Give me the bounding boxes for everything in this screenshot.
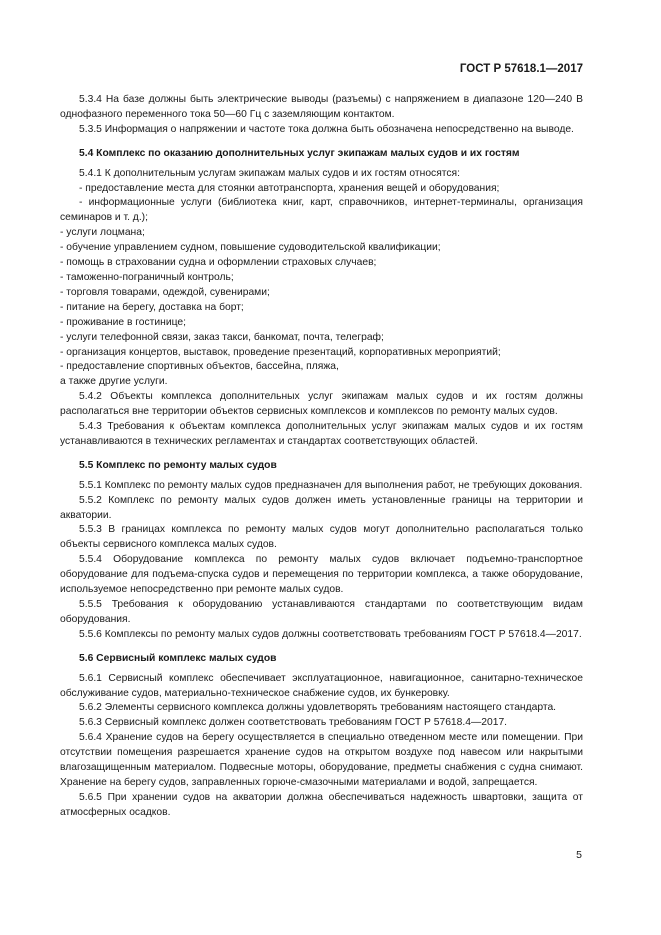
paragraph-5-3-4: 5.3.4 На базе должны быть электрические выводы (разъемы) с напряжением в диапазоне 120—240 В однофазного переменного тока 50—60 Гц с заземляющим контактом. <box>60 94 583 120</box>
document-body <box>60 93 583 821</box>
paragraph-5-5-1: 5.5.1 Комплекс по ремонту малых судов предназначен для выполнения работ, не требующих докования. <box>79 479 583 491</box>
list-item: - торговля товарами, одеждой, сувенирами; <box>60 286 270 298</box>
section-title-5-4: 5.4 Комплекс по оказанию дополнительных услуг экипажам малых судов и их гостям <box>79 147 520 159</box>
paragraph-5-6-3: 5.6.3 Сервисный комплекс должен соответствовать требованиям ГОСТ Р 57618.4—2017. <box>79 717 508 729</box>
paragraph-5-6-4: 5.6.4 Хранение судов на берегу осуществляется в специально отведенном месте или помещении. При отсутствии помещения разрешается хранение судов на открытом воздухе под навесом или накрытыми влагозащищенным материалом. Подвесные моторы, оборудование, предметы снабжения с судна снимают. Хранение на берегу судов, заправленных горюче-смазочными материалами и водой, запрещается. <box>60 732 583 788</box>
paragraph-5-5-6: 5.5.6 Комплексы по ремонту малых судов должны соответствовать требованиям ГОСТ Р 57618.4—2017. <box>79 628 582 640</box>
section-title-5-5: 5.5 Комплекс по ремонту малых судов <box>79 459 277 471</box>
services-list <box>60 182 583 376</box>
paragraph-5-5-5: 5.5.5 Требования к оборудованию устанавливаются стандартами по соответствующим видам оборудования. <box>60 599 583 625</box>
paragraph-5-6-1: 5.6.1 Сервисный комплекс обеспечивает эксплуатационное, навигационное, санитарно-техническое обслуживание судов, материально-техническое снабжение судов, их бункеровку. <box>60 672 583 699</box>
page-number: 5 <box>576 849 582 861</box>
list-item: - услуги лоцмана; <box>60 227 145 239</box>
paragraph-5-6-2: 5.6.2 Элементы сервисного комплекса должны удовлетворять требованиям настоящего стандарта. <box>79 702 557 714</box>
list-item: - проживание в гостинице; <box>60 316 186 328</box>
list-item: - услуги телефонной связи, заказ такси, банкомат, почта, телеграф; <box>60 331 384 343</box>
list-tail: а также другие услуги. <box>60 376 168 388</box>
paragraph-5-4-1: 5.4.1 К дополнительным услугам экипажам малых судов и их гостям относятся: <box>79 167 460 179</box>
list-item: - обучение управлением судном, повышение судоводительской квалификации; <box>60 242 441 254</box>
list-item: - информационные услуги (библиотека книг, карт, справочников, интернет-терминалы, организация семинаров и т. д.); <box>60 197 583 224</box>
paragraph-5-6-5: 5.6.5 При хранении судов на акватории должна обеспечиваться надежность швартовки, защита от атмосферных осадков. <box>60 791 583 818</box>
list-item: - организация концертов, выставок, проведение презентаций, корпоративных мероприятий; <box>60 346 501 358</box>
section-title-5-6: 5.6 Сервисный комплекс малых судов <box>79 652 277 664</box>
list-item: - предоставление места для стоянки автотранспорта, хранения вещей и оборудования; <box>79 182 500 194</box>
list-item: - питание на берегу, доставка на борт; <box>60 301 244 313</box>
paragraph-5-4-3: 5.4.3 Требования к объектам комплекса дополнительных услуг экипажам малых судов и их гостям устанавливаются в технических регламентах и стандартах соответствующих областей. <box>60 421 583 447</box>
paragraph-5-5-2: 5.5.2 Комплекс по ремонту малых судов должен иметь установленные границы на территории и акватории. <box>60 494 583 521</box>
paragraph-5-5-3: 5.5.3 В границах комплекса по ремонту малых судов могут дополнительно располагаться только объекты сервисного комплекса малых судов. <box>60 524 583 551</box>
list-item: - предоставление спортивных объектов, бассейна, пляжа, <box>60 361 339 373</box>
list-item: - помощь в страховании судна и оформлении страховых случаев; <box>60 257 377 269</box>
paragraph-5-5-4: 5.5.4 Оборудование комплекса по ремонту малых судов включает подъемно-транспортное оборудование для подъема-спуска судов и перемещения по территории комплекса, а также оборудование, используемое непосредственно при ремонте малых судов. <box>60 554 583 596</box>
document-header: ГОСТ Р 57618.1—2017 <box>459 63 583 75</box>
paragraph-5-4-2: 5.4.2 Объекты комплекса дополнительных услуг экипажам малых судов и их гостям должны располагаться вне территории объектов сервисных комплексов и комплексов по ремонту малых судов. <box>60 391 583 418</box>
paragraph-5-3-5: 5.3.5 Информация о напряжении и частоте тока должна быть обозначена непосредственно на выводе. <box>79 123 574 135</box>
list-item: - таможенно-пограничный контроль; <box>60 271 234 283</box>
